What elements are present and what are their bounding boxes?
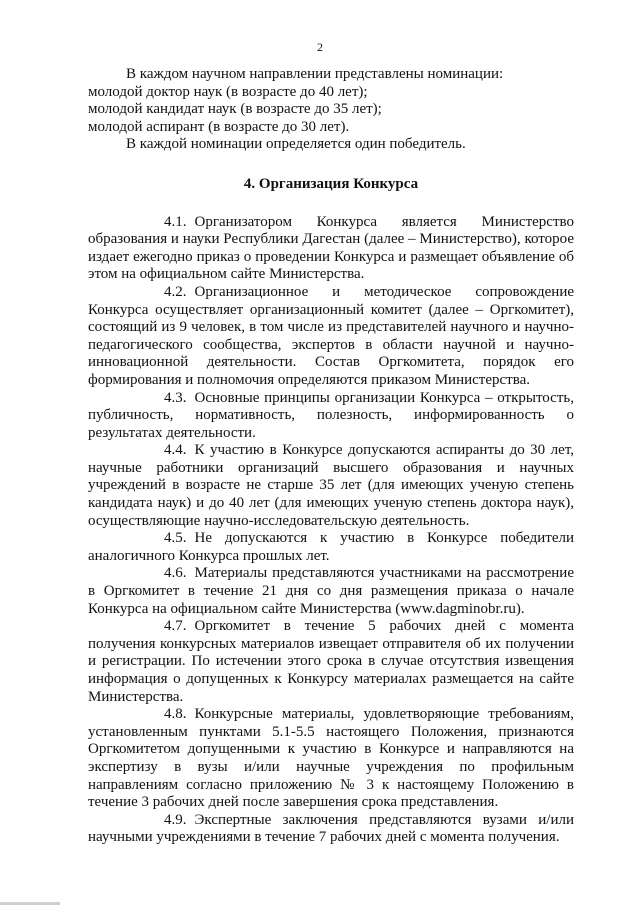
paragraph-4-7	[88, 618, 574, 706]
intro-line: В каждой номинации определяется один победитель.	[126, 136, 466, 153]
paragraph-text: Основные принципы организации Конкурса – открытость, публичность, нормативность, полезность, информированность о результатах деятельности.	[88, 389, 574, 441]
paragraph-text: Материалы представляются участниками на рассмотрение в Оргкомитет в течение 21 дня со дня размещения приказа о начале Конкурса на официальном сайте Министерства (www.dagminobr.ru).	[88, 565, 574, 617]
paragraph-4-5	[88, 530, 574, 565]
intro-line: молодой кандидат наук (в возрасте до 35 лет);	[88, 101, 382, 118]
paragraph-number: 4.6.	[164, 565, 187, 582]
page-number: 2	[317, 40, 323, 54]
paragraph-text: Оргкомитет в течение 5 рабочих дней с момента получения конкурсных материалов извещает отправителя об их получении и регистрации. По истечении этого срока в случае отсутствия извещения информация о допущенных к Конкурсу материалах размещается на сайте Министерства.	[88, 618, 574, 705]
paragraph-number: 4.2.	[164, 283, 187, 300]
paragraph-text: Экспертные заключения представляются вузами и/или научными учреждениями в течение 7 рабочих дней с момента получения.	[88, 811, 574, 846]
paragraph-number: 4.5.	[164, 530, 187, 547]
paragraph-text: Организатором Конкурса является Министерство образования и науки Республики Дагестан (далее – Министерство), которое издает ежегодно приказ о проведении Конкурса и размещает объявление об этом на официальном сайте Министерства.	[88, 213, 574, 283]
paragraph-4-3	[88, 390, 574, 443]
paragraph-4-6	[88, 565, 574, 618]
paragraph-4-2	[88, 284, 574, 390]
paragraph-text: К участию в Конкурсе допускаются аспиранты до 30 лет, научные работники организаций высшего образования и научных учреждений в возрасте не старше 35 лет (для имеющих ученую степень кандидата наук) и до 40 лет (для имеющих ученую степень доктора наук), осуществляющие научно-исследовательскую деятельность.	[88, 442, 574, 529]
paragraph-text: Организационное и методическое сопровождение Конкурса осуществляет организационный комитет (далее – Оргкомитет), состоящий из 9 человек, в том числе из представителей научного и научно-педагогического сообщества, экспертов в области научной и научно-инновационной деятельности. Состав Оргкомитета, порядок его формирования и полномочия определяются приказом Министерства.	[88, 283, 574, 388]
paragraph-number: 4.7.	[164, 618, 187, 635]
paragraph-text: Не допускаются к участию в Конкурсе победители аналогичного Конкурса прошлых лет.	[88, 530, 574, 564]
section-heading: 4. Организация Конкурса	[243, 175, 419, 192]
paragraph-text: Конкурсные материалы, удовлетворяющие требованиям, установленным пунктами 5.1-5.5 настоящего Положения, признаются Оргкомитетом допущенными к участию в Конкурсе и направляются на экспертизу в вузы и/или научные учреждения по профильным направлениям согласно приложению № 3 к настоящему Положению в течение 3 рабочих дней после завершения срока представления.	[88, 706, 574, 811]
paragraph-4-1	[88, 214, 574, 284]
page-content	[88, 66, 574, 847]
paragraph-number: 4.4.	[164, 442, 187, 459]
paragraph-4-9	[88, 812, 574, 847]
paragraph-number: 4.1.	[164, 213, 187, 230]
paragraph-4-4	[88, 442, 574, 530]
intro-line: молодой аспирант (в возрасте до 30 лет).	[88, 118, 350, 135]
paragraph-number: 4.8.	[164, 706, 187, 723]
intro-line: В каждом научном направлении представлены номинации:	[126, 66, 504, 82]
paragraph-number: 4.9.	[164, 811, 187, 828]
nominations-block	[88, 66, 574, 154]
paragraph-4-8	[88, 706, 574, 812]
intro-line: молодой доктор наук (в возрасте до 40 лет);	[88, 83, 368, 100]
paragraph-number: 4.3.	[164, 389, 187, 406]
section-paragraphs	[88, 214, 574, 847]
